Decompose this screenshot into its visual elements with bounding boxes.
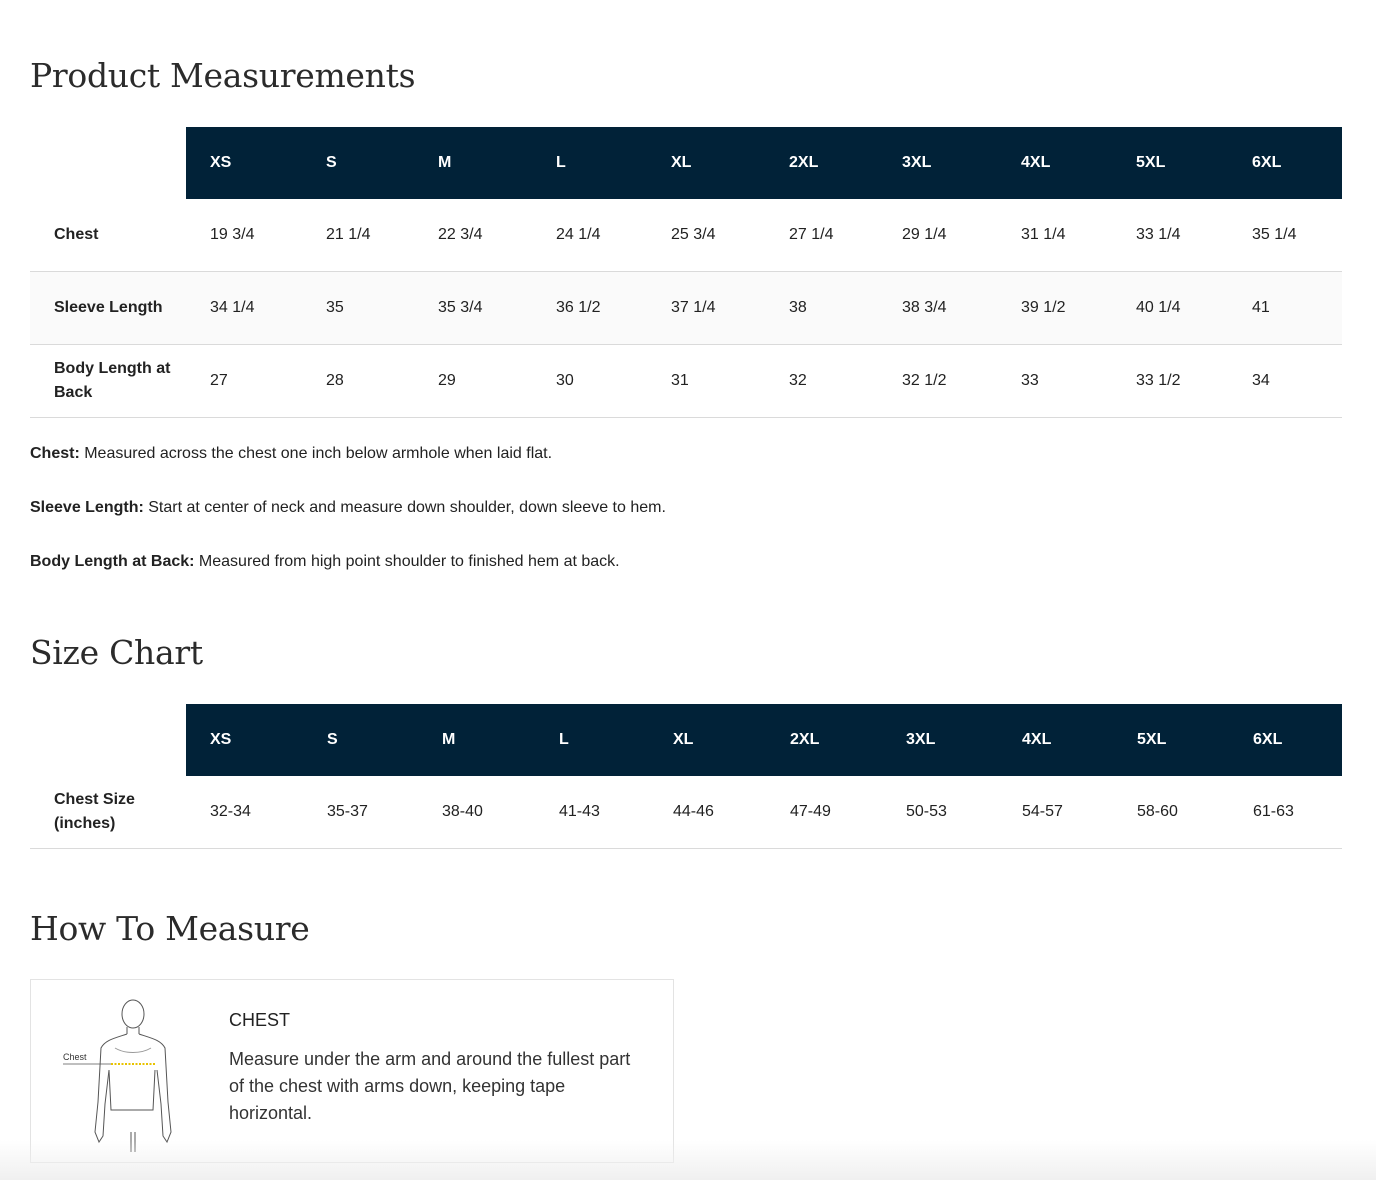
row-label: Sleeve Length (30, 272, 186, 345)
size-header: 6XL (1229, 704, 1342, 776)
size-header: 4XL (998, 704, 1113, 776)
table-cell: 29 1/4 (878, 199, 997, 272)
table-cell: 33 1/4 (1112, 199, 1228, 272)
table-cell: 38 3/4 (878, 272, 997, 345)
table-cell: 33 (997, 345, 1112, 418)
table-cell: 35 3/4 (414, 272, 532, 345)
table-cell: 27 (186, 345, 302, 418)
bottom-fade (0, 1140, 1376, 1180)
measurements-title: Product Measurements (30, 56, 416, 95)
figure-chest-label: Chest (63, 1052, 87, 1062)
size-header: XS (186, 704, 303, 776)
header-blank-cell (30, 704, 186, 776)
size-header: 2XL (765, 127, 878, 199)
card-text: Measure under the arm and around the fullest part of the chest with arms down, keeping tape horizontal. (229, 1049, 631, 1123)
table-cell: 32 (765, 345, 878, 418)
table-cell: 27 1/4 (765, 199, 878, 272)
size-header: 4XL (997, 127, 1112, 199)
table-cell: 34 1/4 (186, 272, 302, 345)
size-header: 3XL (878, 127, 997, 199)
table-cell: 54-57 (998, 776, 1113, 849)
table-cell: 30 (532, 345, 647, 418)
row-label: Chest (30, 199, 186, 272)
how-to-measure-title: How To Measure (30, 909, 310, 948)
note-term: Sleeve Length: (30, 499, 144, 516)
note-text: Measured from high point shoulder to finished hem at back. (194, 553, 620, 570)
table-row-body-length (30, 345, 1342, 418)
table-cell: 38-40 (418, 776, 535, 849)
note-text: Measured across the chest one inch below armhole when laid flat. (79, 445, 553, 462)
table-cell: 40 1/4 (1112, 272, 1228, 345)
size-header: S (303, 704, 418, 776)
note-term: Chest: (30, 445, 80, 462)
row-label: Body Length at Back (30, 345, 186, 418)
table-cell: 25 3/4 (647, 199, 765, 272)
table-cell: 19 3/4 (186, 199, 302, 272)
table-cell: 35 1/4 (1228, 199, 1342, 272)
size-header: 5XL (1112, 127, 1228, 199)
size-header: XL (647, 127, 765, 199)
table-row-chest-size (30, 776, 1342, 849)
table-cell: 31 1/4 (997, 199, 1112, 272)
measurements-table (30, 127, 1342, 418)
table-cell: 24 1/4 (532, 199, 647, 272)
table-cell: 33 1/2 (1112, 345, 1228, 418)
table-cell: 32 1/2 (878, 345, 997, 418)
size-header: XS (186, 127, 302, 199)
size-chart-title: Size Chart (30, 633, 203, 672)
note-text: Start at center of neck and measure down shoulder, down sleeve to hem. (143, 499, 666, 516)
note-sleeve-length (30, 497, 666, 518)
table-cell: 38 (765, 272, 878, 345)
table-cell: 31 (647, 345, 765, 418)
table-cell: 47-49 (766, 776, 882, 849)
measurements-header-row (30, 127, 1342, 199)
size-header: 5XL (1113, 704, 1229, 776)
table-cell: 35 (302, 272, 414, 345)
size-header: XL (649, 704, 766, 776)
chest-measure-card (30, 979, 674, 1163)
note-body-length (30, 551, 666, 572)
size-header: M (418, 704, 535, 776)
table-cell: 41 (1228, 272, 1342, 345)
size-header: L (532, 127, 647, 199)
table-row-chest (30, 199, 1342, 272)
header-blank-cell (30, 127, 186, 199)
size-header: L (535, 704, 649, 776)
table-cell: 37 1/4 (647, 272, 765, 345)
note-term: Body Length at Back: (30, 553, 195, 570)
size-header: 2XL (766, 704, 882, 776)
body-outline-figure (55, 992, 205, 1152)
table-cell: 35-37 (303, 776, 418, 849)
measurement-notes (30, 443, 666, 605)
table-cell: 32-34 (186, 776, 303, 849)
size-header: S (302, 127, 414, 199)
table-cell: 41-43 (535, 776, 649, 849)
size-header: 6XL (1228, 127, 1342, 199)
size-chart-table (30, 704, 1342, 849)
table-cell: 44-46 (649, 776, 766, 849)
table-cell: 50-53 (882, 776, 998, 849)
table-cell: 36 1/2 (532, 272, 647, 345)
row-label: Chest Size (inches) (30, 776, 186, 849)
table-cell: 61-63 (1229, 776, 1342, 849)
table-cell: 34 (1228, 345, 1342, 418)
card-title: CHEST (229, 1010, 291, 1030)
size-chart-header-row (30, 704, 1342, 776)
table-cell: 39 1/2 (997, 272, 1112, 345)
table-cell: 28 (302, 345, 414, 418)
table-row-sleeve-length (30, 272, 1342, 345)
size-header: M (414, 127, 532, 199)
table-cell: 58-60 (1113, 776, 1229, 849)
table-cell: 21 1/4 (302, 199, 414, 272)
table-cell: 22 3/4 (414, 199, 532, 272)
size-header: 3XL (882, 704, 998, 776)
table-cell: 29 (414, 345, 532, 418)
note-chest (30, 443, 666, 464)
